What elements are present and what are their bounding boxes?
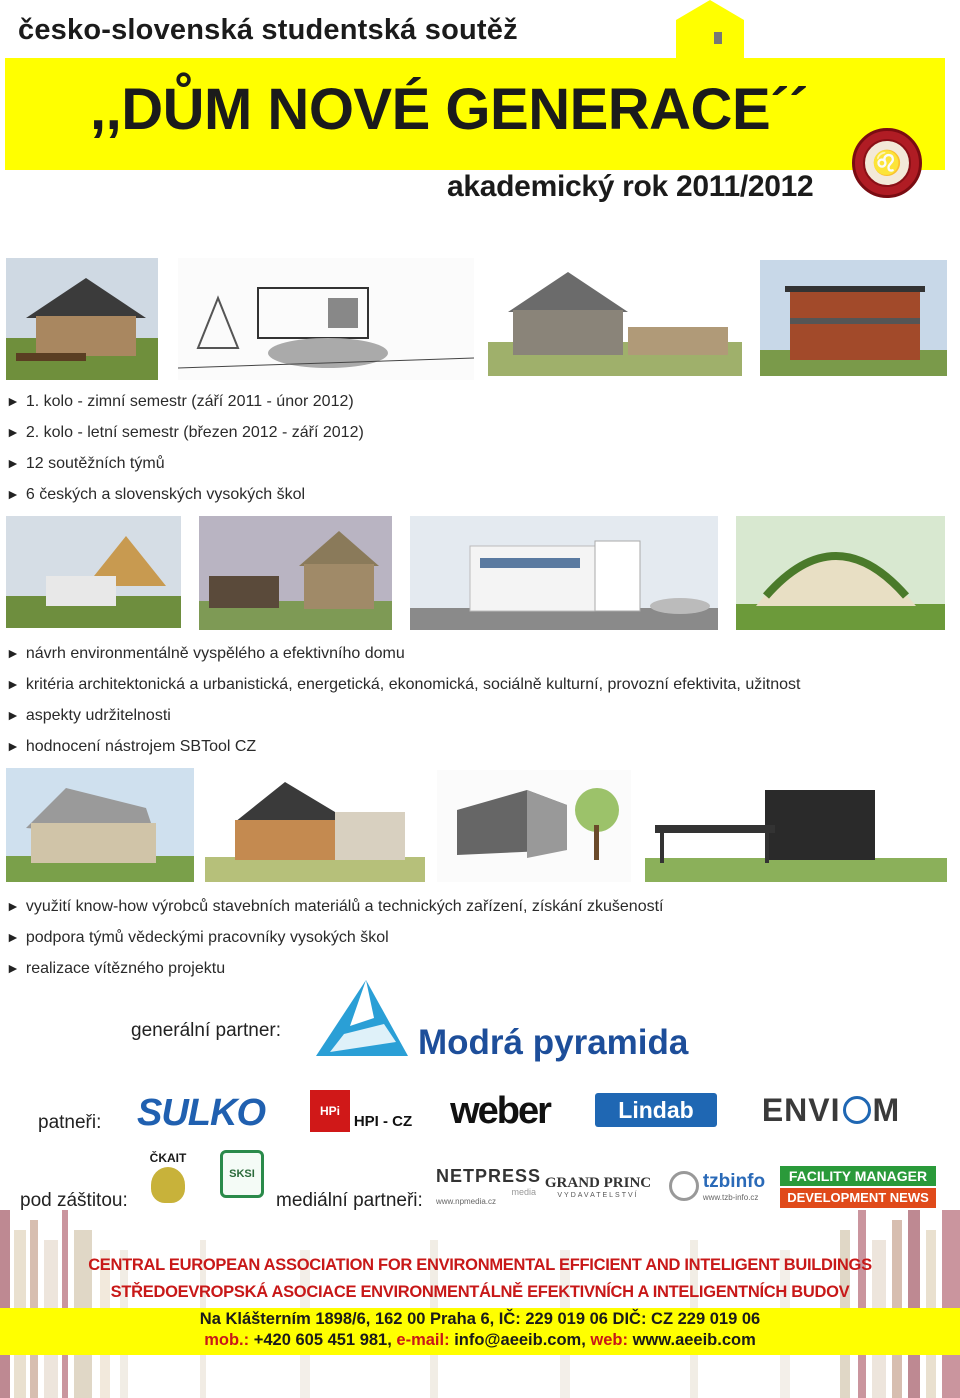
hpi-cz-logo: HPI - CZ bbox=[353, 1112, 413, 1130]
house-render-image bbox=[760, 260, 947, 376]
modra-pyramida-logo: Modrá pyramida bbox=[418, 1023, 689, 1062]
list-item: ► 1. kolo - zimní semestr (září 2011 - únor 2012) bbox=[6, 393, 354, 410]
house-render-image bbox=[6, 258, 158, 380]
arrow-bullet-icon: ► bbox=[6, 929, 20, 945]
lion-seal-icon: ♌ bbox=[852, 128, 922, 198]
house-outline-icon bbox=[672, 0, 748, 62]
house-sketch-image bbox=[437, 770, 631, 882]
netpress-logo: NETPRESS media www.npmedia.cz bbox=[436, 1166, 542, 1206]
contact-line: mob.: +420 605 451 981, e-mail: info@aeeib.com, web: www.aeeib.com bbox=[204, 1331, 756, 1349]
sulko-logo: SULKO bbox=[137, 1091, 265, 1134]
grand-princ-logo: GRAND PRINC VYDAVATELSTVÍ bbox=[544, 1175, 652, 1199]
arrow-bullet-icon: ► bbox=[6, 738, 20, 754]
facility-manager-logo: FACILITY MANAGER DEVELOPMENT NEWS bbox=[780, 1166, 936, 1208]
arrow-bullet-icon: ► bbox=[6, 393, 20, 409]
house-render-image bbox=[645, 770, 947, 882]
benefits-list bbox=[6, 891, 663, 984]
enviom-logo: ENVI M bbox=[761, 1091, 901, 1128]
list-item: ► podpora týmů vědeckými pracovníky vysokých škol bbox=[6, 929, 389, 946]
patronage-label: pod záštitou: bbox=[20, 1190, 128, 1211]
house-sketch-image bbox=[178, 258, 474, 380]
footer-stripes bbox=[0, 1210, 960, 1398]
address: Na Klášterním 1898/6, 162 00 Praha 6, IČ: 229 019 06 DIČ: CZ 229 019 06 bbox=[199, 1310, 761, 1328]
tzb-circle-icon bbox=[669, 1171, 699, 1201]
house-render-image bbox=[736, 516, 945, 630]
partners-label: patneři: bbox=[38, 1112, 102, 1133]
crest-icon bbox=[151, 1167, 185, 1203]
sksi-logo: SKSI bbox=[220, 1150, 264, 1198]
association-name-en: CENTRAL EUROPEAN ASSOCIATION FOR ENVIRONMENTAL EFFICIENT AND INTELIGENT BUILDINGS bbox=[88, 1256, 872, 1274]
tzbinfo-logo: tzbinfo www.tzb-info.cz bbox=[658, 1166, 776, 1206]
lindab-logo: Lindab bbox=[595, 1093, 717, 1127]
globe-icon bbox=[843, 1096, 871, 1124]
arrow-bullet-icon: ► bbox=[6, 424, 20, 440]
house-render-image bbox=[6, 516, 181, 628]
criteria-list bbox=[6, 638, 800, 762]
arrow-bullet-icon: ► bbox=[6, 645, 20, 661]
arrow-bullet-icon: ► bbox=[6, 898, 20, 914]
list-item: ► 12 soutěžních týmů bbox=[6, 455, 165, 472]
phone: +420 605 451 981, bbox=[253, 1331, 392, 1349]
academic-year: akademický rok 2011/2012 bbox=[447, 170, 814, 203]
email-link[interactable]: info@aeeib.com, bbox=[454, 1331, 586, 1349]
arrow-bullet-icon: ► bbox=[6, 486, 20, 502]
list-item: ► hodnocení nástrojem SBTool CZ bbox=[6, 738, 257, 755]
list-item: ► kritéria architektonická a urbanistická, energetická, ekonomická, sociálně kulturní, provozní efektivita, užitnost bbox=[6, 676, 801, 693]
arrow-bullet-icon: ► bbox=[6, 455, 20, 471]
house-render-image bbox=[488, 262, 742, 376]
arrow-bullet-icon: ► bbox=[6, 676, 20, 692]
list-item: ► realizace vítězného projektu bbox=[6, 960, 226, 977]
hpi-logo-icon: HPi bbox=[310, 1090, 350, 1132]
weber-logo: weber bbox=[450, 1089, 550, 1132]
arrow-bullet-icon: ► bbox=[6, 960, 20, 976]
list-item: ► 6 českých a slovenských vysokých škol bbox=[6, 486, 306, 503]
pyramid-logo-icon bbox=[314, 978, 410, 1058]
list-item: ► návrh environmentálně vyspělého a efektivního domu bbox=[6, 645, 405, 662]
web-link[interactable]: www.aeeib.com bbox=[632, 1331, 756, 1349]
association-name-cz: STŘEDOEVROPSKÁ ASOCIACE ENVIRONMENTÁLNĚ EFEKTIVNÍCH A INTELIGENTNÍCH BUDOV bbox=[110, 1283, 850, 1301]
list-item: ► aspekty udržitelnosti bbox=[6, 707, 171, 724]
house-render-image bbox=[199, 516, 392, 630]
ckait-logo: ČKAIT bbox=[140, 1148, 196, 1206]
arrow-bullet-icon: ► bbox=[6, 707, 20, 723]
house-render-image bbox=[205, 772, 425, 882]
house-render-image bbox=[410, 516, 718, 630]
list-item: ► využití know-how výrobců stavebních materiálů a technických zařízení, získání zkušeností bbox=[6, 898, 664, 915]
page-title: ,,DŮM NOVÉ GENERACE´´ bbox=[90, 77, 808, 142]
list-item: ► 2. kolo - letní semestr (březen 2012 - září 2012) bbox=[6, 424, 364, 441]
house-render-image bbox=[6, 768, 194, 882]
media-partners-label: mediální partneři: bbox=[276, 1190, 423, 1211]
competition-subtitle: česko-slovenská studentská soutěž bbox=[18, 14, 518, 46]
general-partner-label: generální partner: bbox=[131, 1020, 281, 1041]
schedule-list bbox=[6, 386, 364, 510]
